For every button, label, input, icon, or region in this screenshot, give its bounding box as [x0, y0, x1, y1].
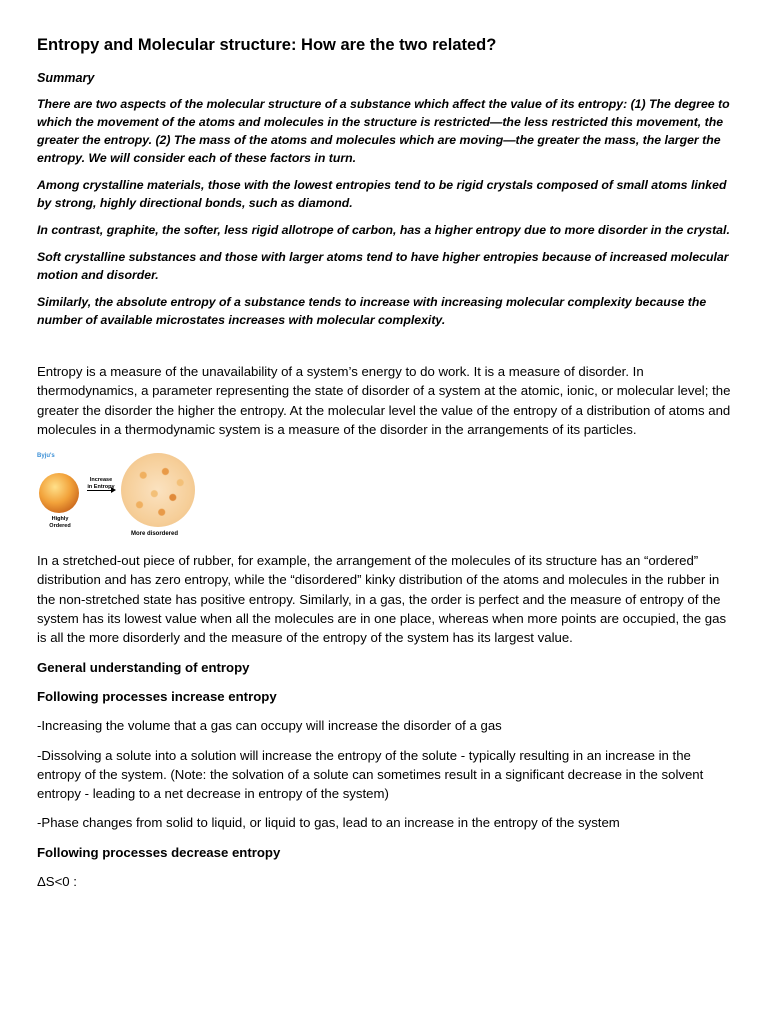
intro-paragraph: Entropy is a measure of the unavailability of a system’s energy to do work. It is a measure of disorder. In thermodynamics, a parameter representing the state of disorder of a system at the atomic, ionic, or molecular level; the greater the disorder the higher the entropy. At the molecular level the value of the entropy of a distribution of atoms and molecules in a thermodynamic system is a measure of the disorder in the arrangements of its particles.: [37, 364, 731, 437]
increase-item: -Increasing the volume that a gas can occupy will increase the disorder of a gas: [37, 718, 502, 734]
summary-paragraph: Soft crystalline substances and those with larger atoms tend to have higher entropies because of increased molecular motion and disorder.: [37, 250, 729, 282]
figure-arrow-label: Increase in Entropy: [87, 477, 115, 491]
arrow-right-icon: [87, 490, 113, 491]
disordered-sphere-image: [121, 453, 195, 527]
summary-paragraph: Similarly, the absolute entropy of a substance tends to increase with increasing molecular complexity because the number of available microstates increases with molecular complexity.: [37, 295, 707, 327]
rubber-paragraph: In a stretched-out piece of rubber, for example, the arrangement of the molecules of its structure has an “ordered” distribution and has zero entropy, while the “disordered” kinky distribution of the atoms and molecules in the rubber in the non-stretched state has positive entropy. Similarly, in a gas, the order is perfect and the measure of entropy of the system has its lowest value when all the molecules are in one place, whereas when more points are occupied, the gas is all the more disorderly and the measure of the entropy of the system has its largest value.: [37, 553, 727, 646]
figure-label-ordered: Highly Ordered: [49, 516, 71, 530]
increase-item: -Phase changes from solid to liquid, or liquid to gas, lead to an increase in the entropy of the system: [37, 815, 620, 831]
delta-s-line: ΔS<0 :: [37, 874, 77, 890]
summary-paragraph: Among crystalline materials, those with the lowest entropies tend to be rigid crystals composed of small atoms linked by strong, highly directional bonds, such as diamond.: [37, 178, 727, 210]
entropy-figure: [37, 451, 227, 543]
general-heading: General understanding of entropy: [37, 659, 250, 675]
page-title: Entropy and Molecular structure: How are the two related?: [37, 36, 497, 54]
figure-label-disordered: More disordered: [131, 531, 179, 538]
summary-paragraph: In contrast, graphite, the softer, less rigid allotrope of carbon, has a higher entropy due to more disorder in the crystal.: [37, 223, 730, 237]
summary-paragraph: There are two aspects of the molecular structure of a substance which affect the value of its entropy: (1) The degree to which the movement of the atoms and molecules in the structure is restricted—the less restricted this movement, the greater the entropy. (2) The mass of the atoms and molecules which are moving—the greater the mass, the larger the entropy. We will consider each of these factors in turn.: [37, 97, 730, 165]
figure-logo: Byju's: [37, 453, 55, 460]
ordered-sphere-image: [39, 473, 79, 513]
summary-section: [37, 70, 737, 329]
increase-heading: Following processes increase entropy: [37, 688, 277, 704]
decrease-heading: Following processes decrease entropy: [37, 844, 281, 860]
summary-heading: Summary: [37, 71, 95, 85]
increase-item: -Dissolving a solute into a solution will increase the entropy of the solute - typically resulting in an increase in the entropy of the system. (Note: the solvation of a solute can sometimes result in a significant decrease in the solvent entropy - leading to a net decrease in entropy of the system): [37, 747, 704, 802]
body-section: [37, 362, 737, 891]
document-page: [37, 34, 737, 901]
